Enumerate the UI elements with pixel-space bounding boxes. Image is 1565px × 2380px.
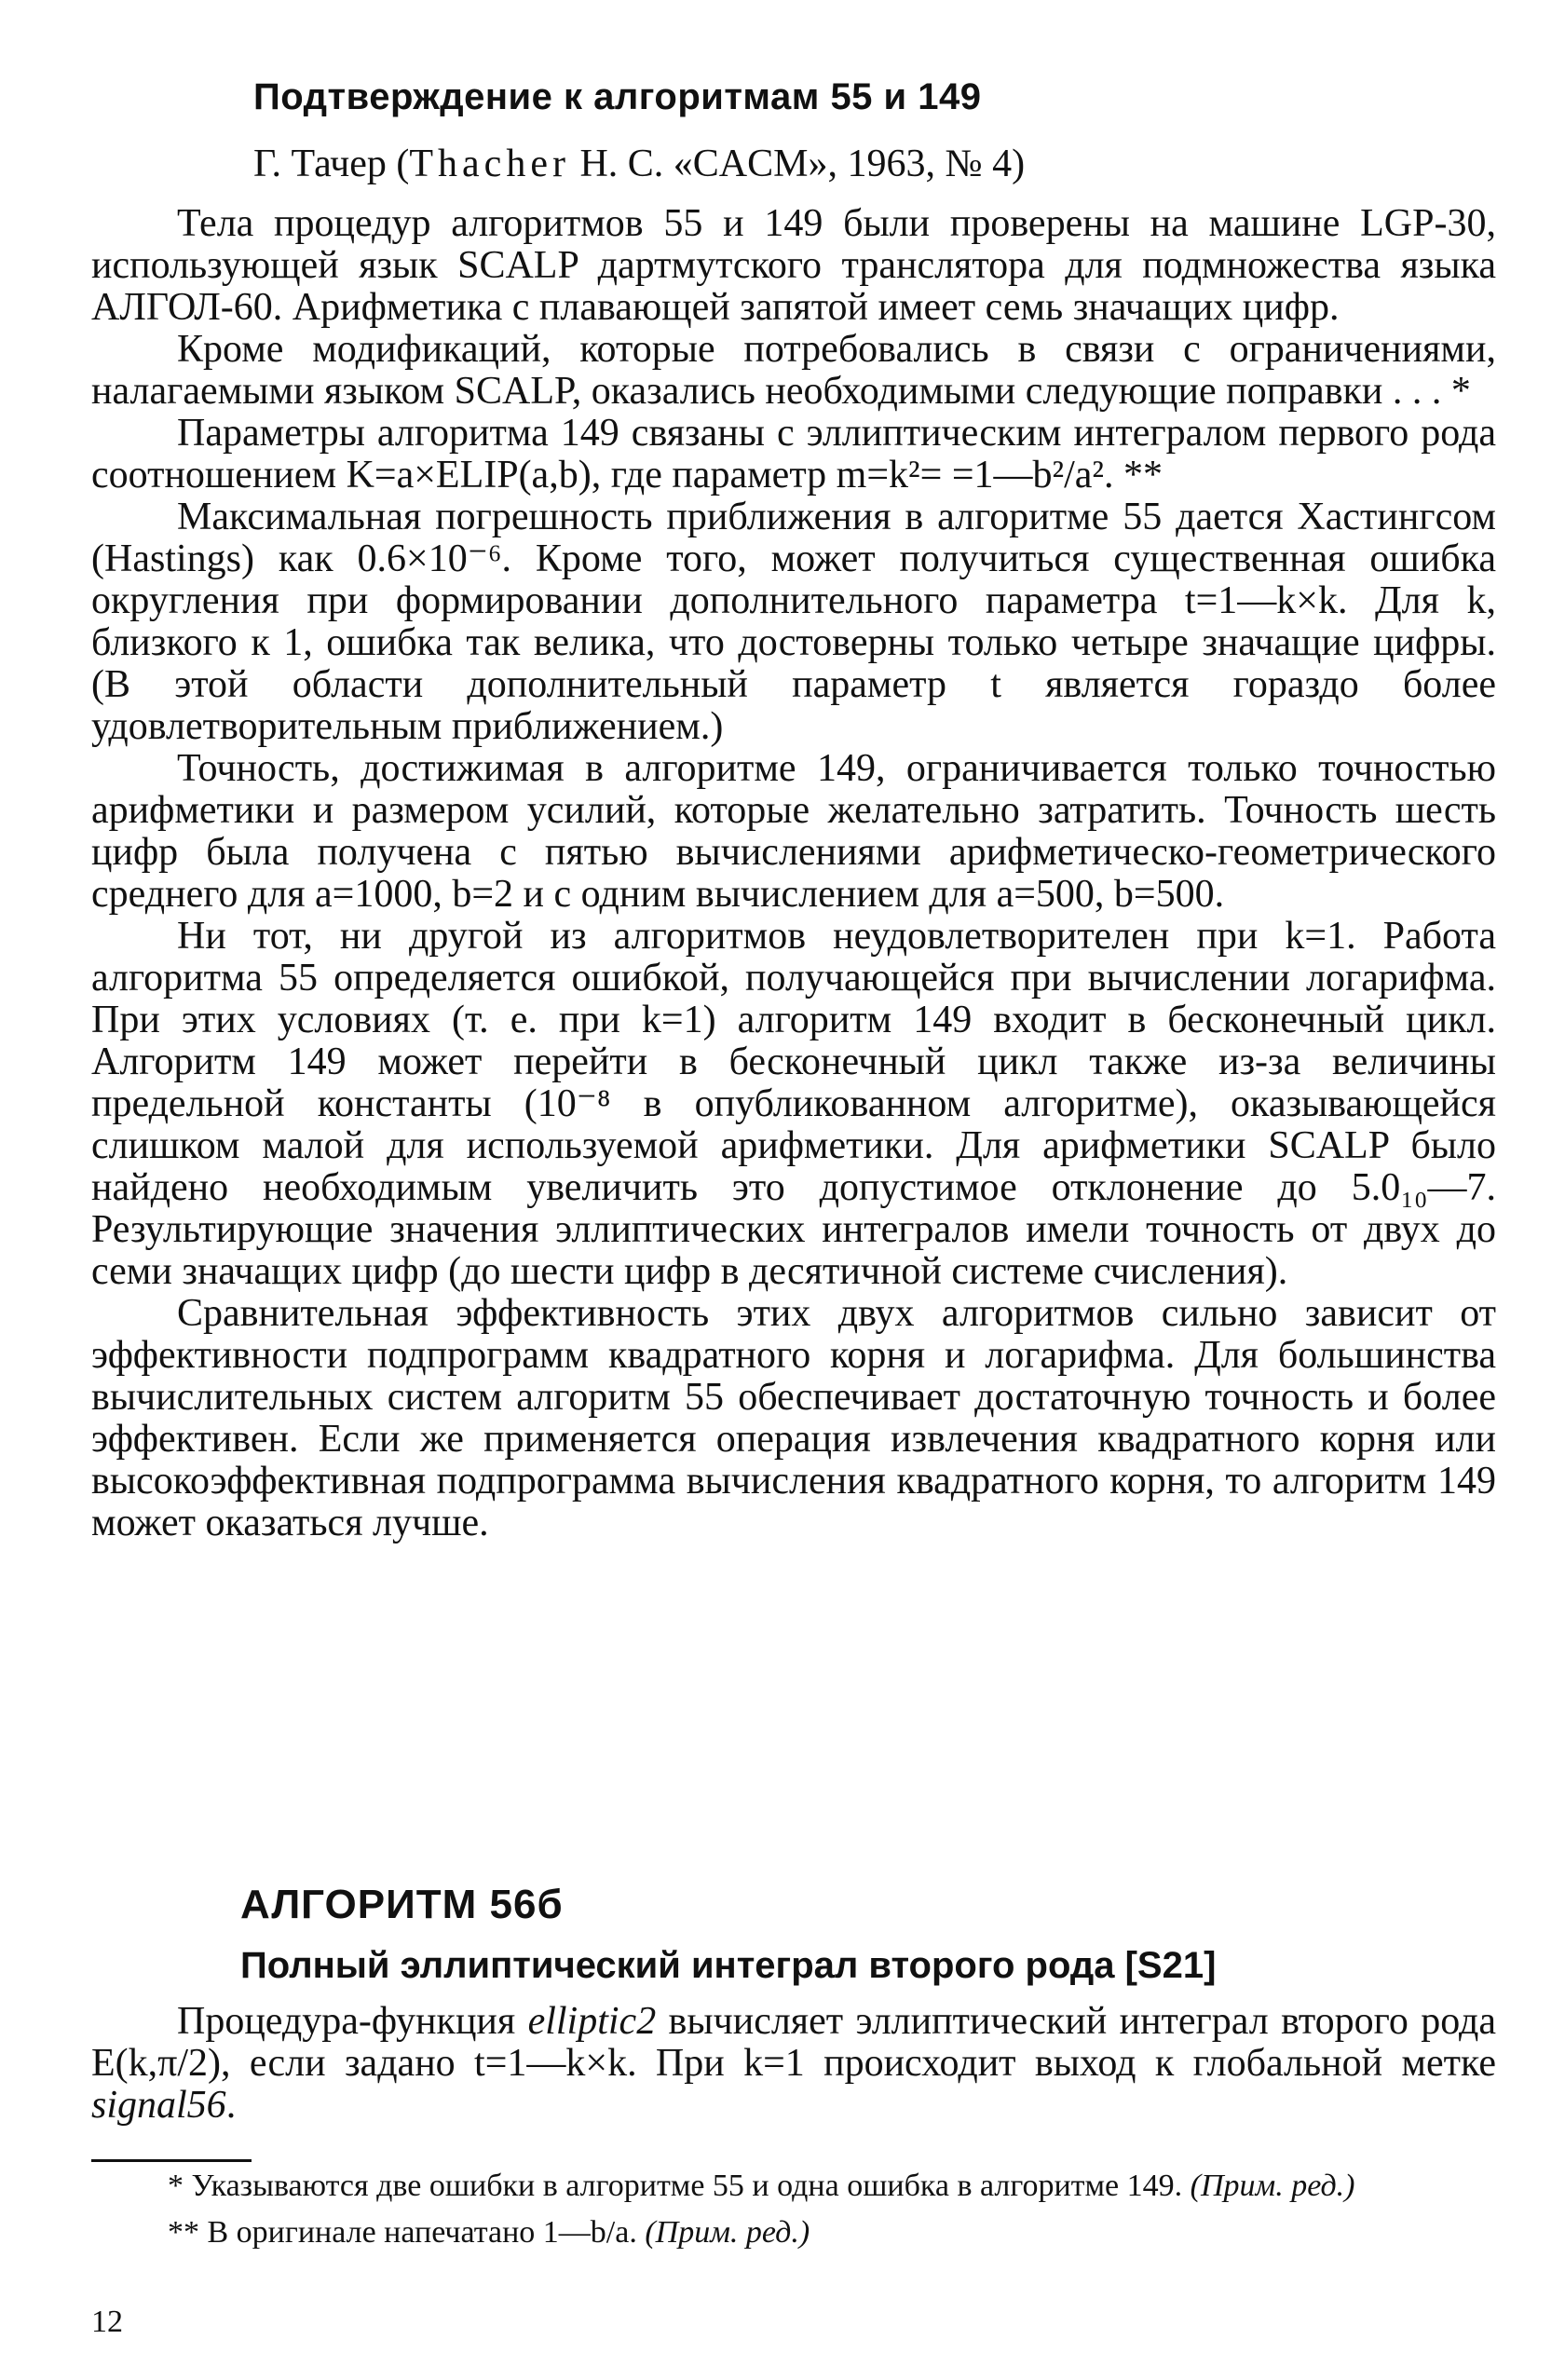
- paragraph-4: Максимальная погрешность приближения в алгоритме 55 дается Хастингсом (Hastings) как 0.6×10⁻⁶. Кроме того, может получиться существенная ошибка округления при формировании дополнительного параметра t=1—k×k. Для k, близкого к 1, ошибка так велика, что достоверны только четыре значащие цифры. (В этой области дополнительный параметр t является гораздо более удовлетворительным приближением.): [91, 496, 1496, 748]
- footnotes: [91, 2169, 1496, 2262]
- algo-text-c: .: [225, 2084, 237, 2127]
- byline-prefix: Г. Тачер (: [253, 143, 410, 185]
- paragraph-1: Тела процедур алгоритмов 55 и 149 были проверены на машине LGP-30, использующей язык SCALP дартмутского транслятора для подмножества языка АЛГОЛ-60. Арифметика с плавающей запятой имеет семь значащих цифр.: [91, 202, 1496, 329]
- footnote-divider: [91, 2159, 252, 2162]
- paragraph-5: Точность, достижимая в алгоритме 149, ограничивается только точностью арифметики и размером усилий, которые желательно затратить. Точность шесть цифр была получена с пятью вычислениями арифметическо-геометрического среднего для a=1000, b=2 и с одним вычислением для a=500, b=500.: [91, 747, 1496, 916]
- algo-func-name: elliptic2: [527, 2000, 657, 2043]
- algorithm-text: [91, 2001, 1496, 2127]
- byline: [253, 142, 1025, 186]
- paragraph-7: Сравнительная эффективность этих двух алгоритмов сильно зависит от эффективности подпрограмм квадратного корня и логарифма. Для большинства вычислительных систем алгоритм 55 обеспечивает достаточную точность и более эффективен. Если же применяется операция извлечения квадратного корня или высокоэффективная подпрограмма вычисления квадратного корня, то алгоритм 149 может оказаться лучше.: [91, 1292, 1496, 1544]
- algo-text-a: Процедура-функция: [177, 2000, 528, 2043]
- footnote-1-note: (Прим. ред.): [1190, 2169, 1355, 2203]
- algo-text-b: вычисляет эллиптический интеграл второго рода E(k,π/2), если задано t=1—k×k. При k=1 происходит выход к глобальной метке: [91, 2000, 1496, 2085]
- byline-author: Thacher: [409, 143, 570, 185]
- algorithm-paragraph: [91, 2001, 1496, 2127]
- body-text: [91, 203, 1496, 1544]
- footnote-2-note: (Прим. ред.): [645, 2215, 810, 2250]
- algo-label-name: signal56: [91, 2084, 226, 2127]
- algorithm-heading: АЛГОРИТМ 56б: [240, 1882, 564, 1927]
- footnote-2: [91, 2215, 1496, 2251]
- section-title: Подтверждение к алгоритмам 55 и 149: [253, 76, 982, 117]
- paragraph-2: Кроме модификаций, которые потребовались в связи с ограничениями, налагаемыми языком SCALP, оказались необходимыми следующие поправки . . . *: [91, 328, 1496, 413]
- footnote-2-text: ** В оригинале напечатано 1—b/a.: [168, 2215, 637, 2250]
- footnote-1-text: * Указываются две ошибки в алгоритме 55 и одна ошибка в алгоритме 149.: [168, 2169, 1183, 2203]
- footnote-1: [91, 2169, 1496, 2204]
- paragraph-3: Параметры алгоритма 149 связаны с эллиптическим интегралом первого рода соотношением K=a×ELIP(a,b), где параметр m=k²= =1—b²/a². **: [91, 412, 1496, 496]
- algorithm-subheading: Полный эллиптический интеграл второго рода [S21]: [240, 1945, 1217, 1986]
- byline-suffix: H. C. «CACM», 1963, № 4): [569, 143, 1026, 185]
- page-number: 12: [91, 2305, 123, 2339]
- paragraph-6: Ни тот, ни другой из алгоритмов неудовлетворителен при k=1. Работа алгоритма 55 определяется ошибкой, получающейся при вычислении логарифма. При этих условиях (т. е. при k=1) алгоритм 149 входит в бесконечный цикл. Алгоритм 149 может перейти в бесконечный цикл также из-за величины предельной константы (10⁻⁸ в опубликованном алгоритме), оказывающейся слишком малой для используемой арифметики. Для арифметики SCALP было найдено необходимым увеличить это допустимое отклонение до 5.0₁₀—7. Результирующие значения эллиптических интегралов имели точность от двух до семи значащих цифр (до шести цифр в десятичной системе счисления).: [91, 915, 1496, 1293]
